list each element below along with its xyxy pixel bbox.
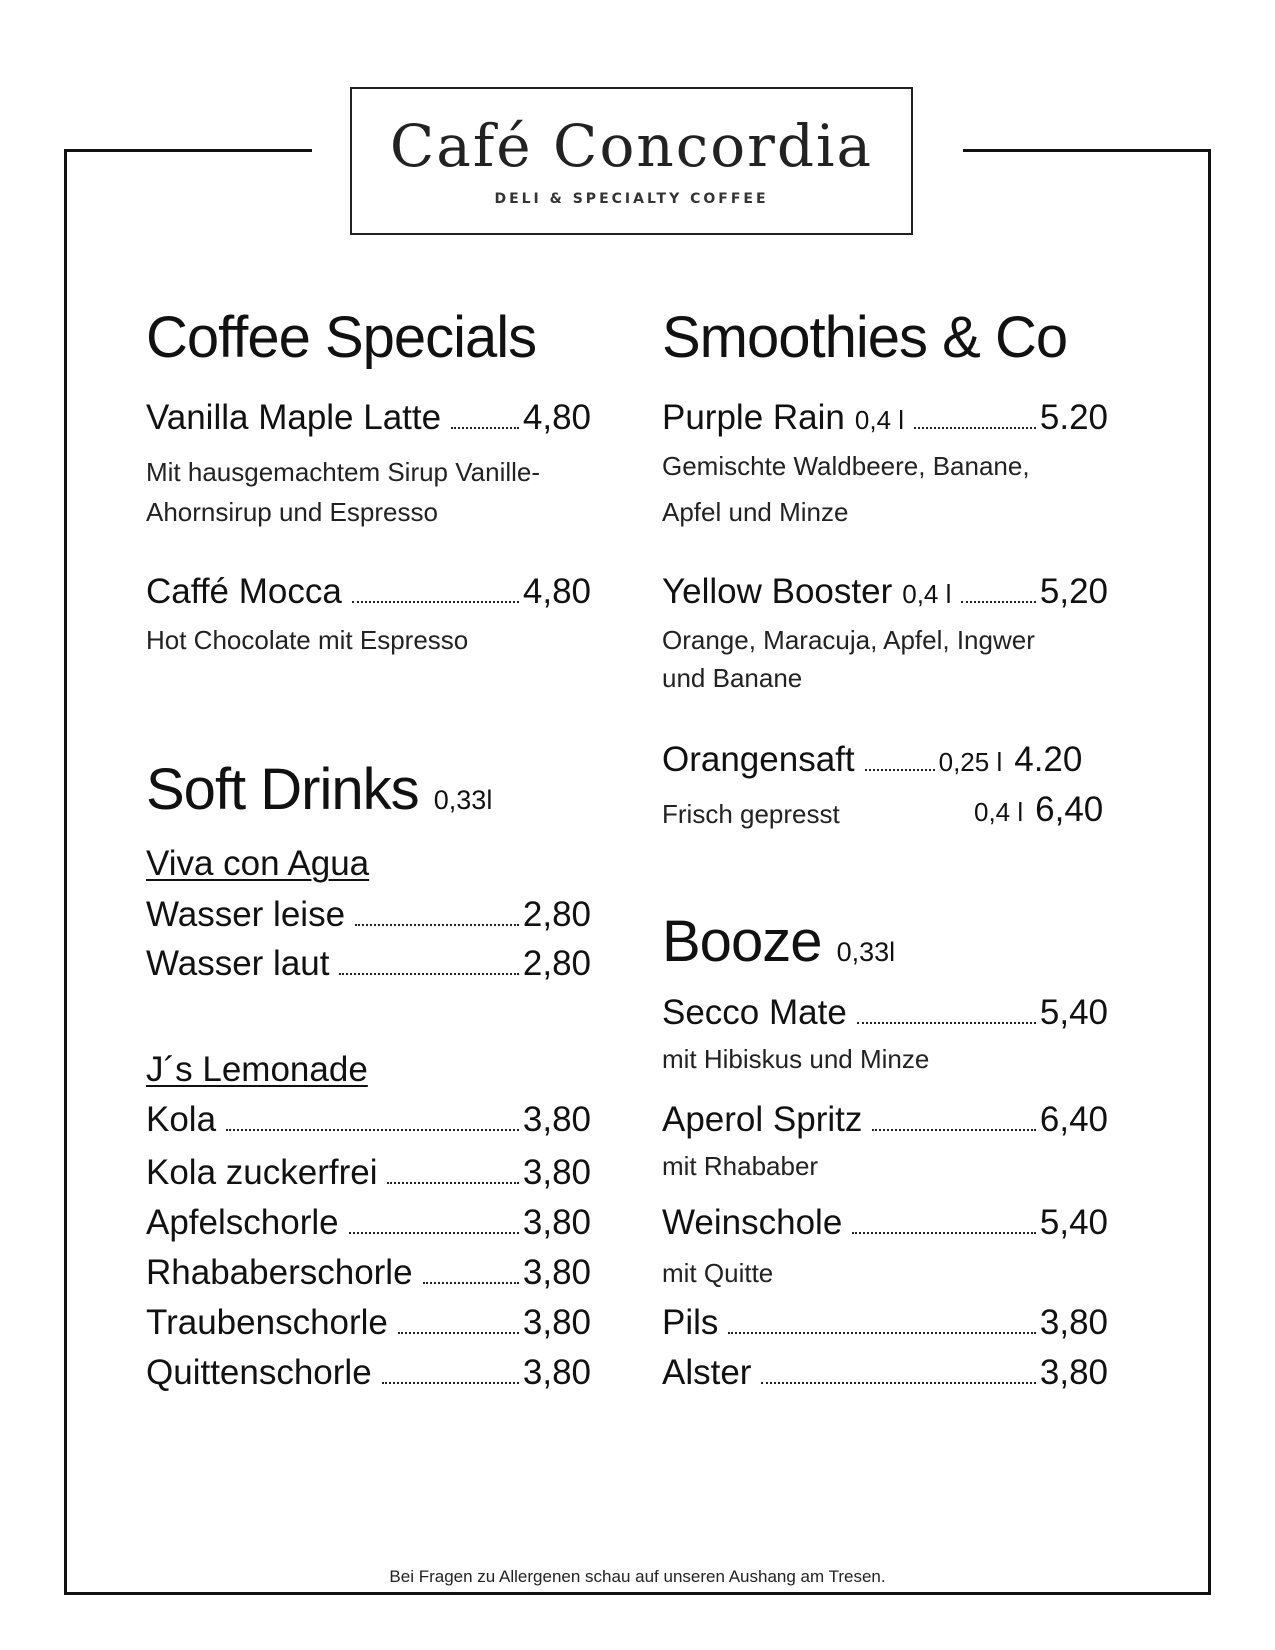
leader-dots bbox=[398, 1332, 519, 1334]
item-price: 4.20 bbox=[1014, 740, 1083, 779]
leader-dots bbox=[865, 769, 935, 771]
item-description: Orange, Maracuja, Apfel, Ingwer bbox=[662, 625, 1035, 655]
item-price: 3,80 bbox=[522, 1100, 591, 1139]
menu-item bbox=[146, 1203, 591, 1243]
leader-dots bbox=[339, 973, 518, 975]
item-description: und Banane bbox=[662, 663, 803, 693]
item-price: 3,80 bbox=[1039, 1303, 1108, 1342]
item-price: 3,80 bbox=[1039, 1353, 1108, 1392]
leader-dots bbox=[914, 427, 1036, 429]
item-name: Weinschole bbox=[662, 1203, 843, 1242]
item-price: 6,40 bbox=[1035, 790, 1104, 829]
item-price: 2,80 bbox=[522, 944, 591, 983]
item-price: 3,80 bbox=[522, 1153, 591, 1192]
frame-line bbox=[64, 1592, 1211, 1595]
group-title: Viva con Agua bbox=[146, 844, 370, 883]
menu-item bbox=[662, 572, 1108, 614]
section-volume: 0,33l bbox=[433, 785, 493, 815]
item-price: 3,80 bbox=[522, 1253, 591, 1292]
menu-item bbox=[146, 398, 591, 438]
leader-dots bbox=[423, 1282, 519, 1284]
menu-item bbox=[146, 1303, 591, 1343]
logo-tagline: DELI & SPECIALTY COFFEE bbox=[494, 191, 769, 207]
item-description: mit Quitte bbox=[662, 1258, 774, 1288]
item-name: Wasser leise bbox=[146, 895, 346, 934]
item-description: Gemischte Waldbeere, Banane, bbox=[662, 451, 1030, 481]
item-volume: 0,25 l bbox=[938, 747, 1003, 777]
item-description: Frisch gepresst bbox=[662, 799, 840, 829]
item-name: Alster bbox=[662, 1353, 752, 1392]
frame-line bbox=[64, 149, 67, 1595]
item-name: Quittenschorle bbox=[146, 1353, 372, 1392]
item-description: Ahornsirup und Espresso bbox=[146, 497, 438, 527]
item-price: 6,40 bbox=[1039, 1100, 1108, 1139]
leader-dots bbox=[728, 1332, 1035, 1334]
leader-dots bbox=[226, 1129, 519, 1131]
frame-line bbox=[1208, 149, 1211, 1595]
section-title-text: Soft Drinks bbox=[146, 757, 419, 822]
menu-item bbox=[662, 1100, 1108, 1140]
item-price: 5,40 bbox=[1039, 993, 1108, 1032]
menu-item bbox=[146, 895, 591, 935]
item-name: Aperol Spritz bbox=[662, 1100, 863, 1139]
item-name: Wasser laut bbox=[146, 944, 330, 983]
section-volume: 0,33l bbox=[836, 937, 896, 967]
section-title-smoothies: Smoothies & Co bbox=[662, 305, 1068, 370]
item-price: 4,80 bbox=[522, 572, 591, 611]
logo-title: Café Concordia bbox=[389, 112, 874, 180]
menu-item bbox=[146, 1100, 591, 1140]
item-name: Caffé Mocca bbox=[146, 572, 342, 611]
item-description: Hot Chocolate mit Espresso bbox=[146, 625, 469, 655]
item-name: Secco Mate bbox=[662, 993, 847, 1032]
item-name: Kola bbox=[146, 1100, 217, 1139]
item-name: Orangensaft bbox=[662, 740, 855, 779]
item-price: 3,80 bbox=[522, 1353, 591, 1392]
leader-dots bbox=[352, 601, 519, 603]
item-price: 3,80 bbox=[522, 1203, 591, 1242]
menu-item-variant bbox=[974, 790, 1103, 830]
item-price: 4,80 bbox=[522, 398, 591, 437]
leader-dots bbox=[961, 601, 1035, 603]
menu-item bbox=[146, 1153, 591, 1193]
menu-item bbox=[146, 1253, 591, 1293]
leader-dots bbox=[387, 1182, 518, 1184]
item-name: Apfelschorle bbox=[146, 1203, 339, 1242]
item-price: 2,80 bbox=[522, 895, 591, 934]
item-name: Yellow Booster bbox=[662, 572, 893, 611]
menu-item bbox=[662, 740, 1108, 782]
item-description: Mit hausgemachtem Sirup Vanille- bbox=[146, 457, 541, 487]
logo bbox=[350, 87, 913, 235]
section-title-booze bbox=[662, 910, 895, 984]
leader-dots bbox=[852, 1232, 1036, 1234]
section-title-text: Booze bbox=[662, 909, 822, 974]
item-price: 5,40 bbox=[1039, 1203, 1108, 1242]
leader-dots bbox=[349, 1232, 519, 1234]
menu-item bbox=[146, 572, 591, 612]
leader-dots bbox=[451, 427, 519, 429]
item-name: Vanilla Maple Latte bbox=[146, 398, 442, 437]
leader-dots bbox=[355, 924, 519, 926]
menu-item bbox=[662, 398, 1108, 440]
section-title-soft-drinks bbox=[146, 758, 492, 832]
frame-line bbox=[64, 149, 312, 152]
menu-item bbox=[662, 1353, 1108, 1393]
item-name: Rhababerschorle bbox=[146, 1253, 413, 1292]
leader-dots bbox=[872, 1129, 1036, 1131]
item-description: mit Rhababer bbox=[662, 1151, 819, 1181]
menu-item bbox=[662, 1303, 1108, 1343]
menu-item bbox=[662, 1203, 1108, 1243]
allergen-note: Bei Fragen zu Allergenen schau auf unseren Aushang am Tresen. bbox=[389, 1567, 886, 1586]
item-volume: 0,4 l bbox=[902, 579, 952, 609]
item-price: 5,20 bbox=[1039, 572, 1108, 611]
item-price: 3,80 bbox=[522, 1303, 591, 1342]
item-name: Traubenschorle bbox=[146, 1303, 388, 1342]
item-description: Apfel und Minze bbox=[662, 497, 849, 527]
leader-dots bbox=[382, 1382, 519, 1384]
item-name: Purple Rain bbox=[662, 398, 845, 437]
item-name: Kola zuckerfrei bbox=[146, 1153, 378, 1192]
item-volume: 0,4 l bbox=[974, 797, 1024, 827]
menu-item bbox=[146, 944, 591, 984]
frame-line bbox=[963, 149, 1211, 152]
menu-item bbox=[146, 1353, 591, 1393]
group-title: J´s Lemonade bbox=[146, 1050, 368, 1089]
menu-item bbox=[662, 993, 1108, 1033]
section-title-coffee: Coffee Specials bbox=[146, 305, 537, 370]
item-description: mit Hibiskus und Minze bbox=[662, 1044, 930, 1074]
leader-dots bbox=[857, 1022, 1036, 1024]
leader-dots bbox=[761, 1382, 1035, 1384]
item-volume: 0,4 l bbox=[854, 405, 905, 435]
item-price: 5.20 bbox=[1039, 398, 1108, 437]
item-name: Pils bbox=[662, 1303, 719, 1342]
